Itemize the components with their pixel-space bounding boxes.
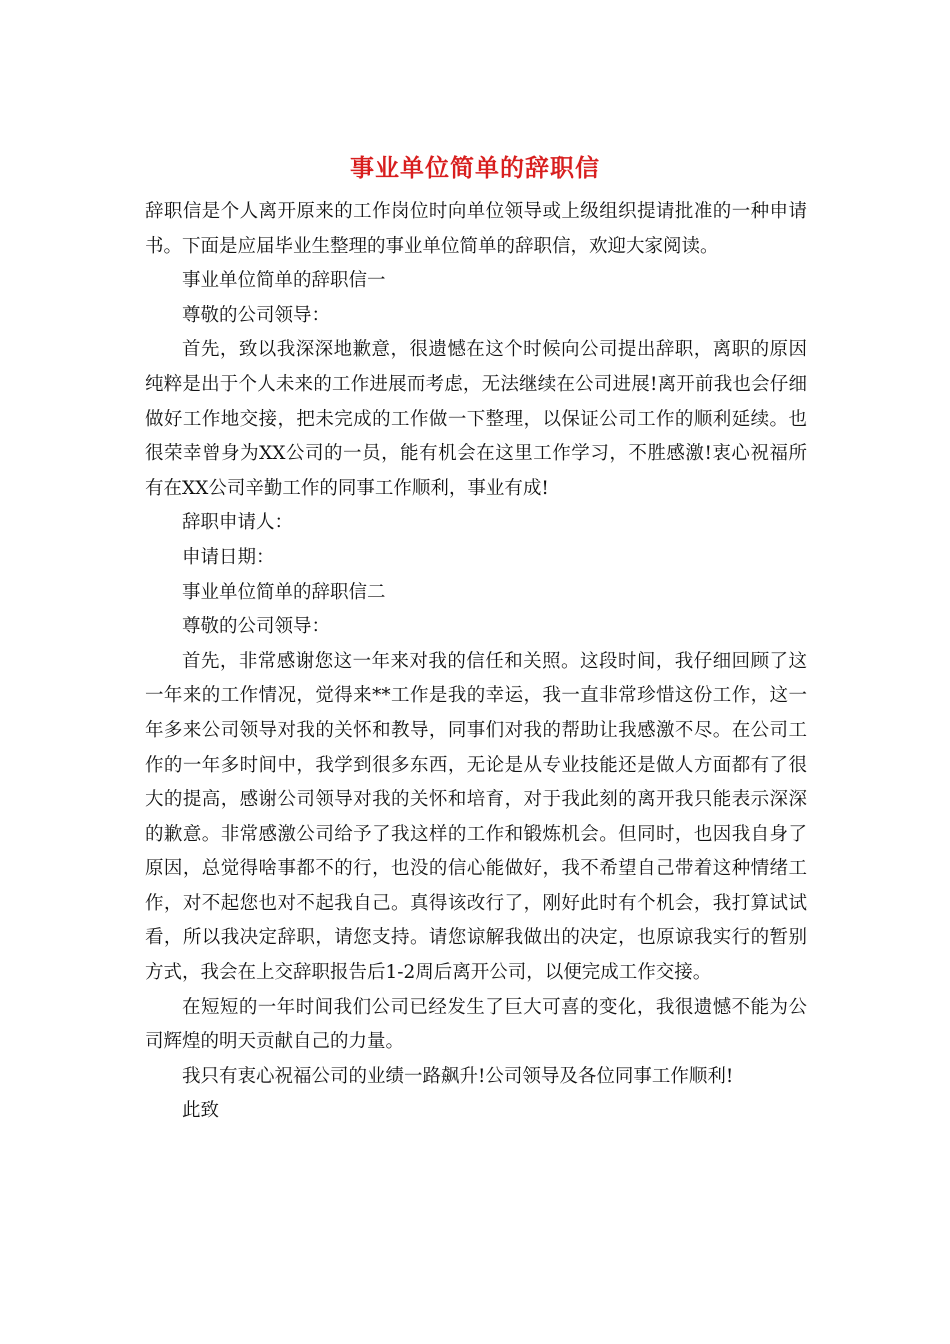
- letter-two-paragraph-2: 在短短的一年时间我们公司已经发生了巨大可喜的变化，我很遗憾不能为公司辉煌的明天贡献自己的力量。: [145, 996, 807, 1053]
- letter-two-heading: 事业单位简单的辞职信二: [182, 581, 386, 603]
- letter-two-closing: 此致: [182, 1100, 220, 1122]
- letter-two-wishes: 我只有衷心祝福公司的业绩一路飙升!公司领导及各位同事工作顺利!: [182, 1065, 734, 1087]
- letter-one-applicant: 辞职申请人：: [182, 512, 294, 534]
- letter-one-body: 首先，致以我深深地歉意，很遗憾在这个时候向公司提出辞职，离职的原因纯粹是出于个人未来的工作进展而考虑，无法继续在公司进展!离开前我也会仔细做好工作地交接，把未完成的工作做一下整理，以保证公司工作的顺利延续。也很荣幸曾身为XX公司的一员，能有机会在这里工作学习，不胜感激!衷心祝福所有在XX公司辛勤工作的同事工作顺利，事业有成!: [145, 339, 807, 499]
- letter-one-heading: 事业单位简单的辞职信一: [182, 270, 386, 292]
- letter-two-salutation: 尊敬的公司领导：: [182, 616, 331, 638]
- document-body: [145, 195, 807, 1129]
- letter-one-salutation: 尊敬的公司领导：: [182, 304, 331, 326]
- letter-two-body: 首先，非常感谢您这一年来对我的信任和关照。这段时间，我仔细回顾了这一年来的工作情况，觉得来**工作是我的幸运，我一直非常珍惜这份工作，这一年多来公司领导对我的关怀和教导，同事们对我的帮助让我感激不尽。在公司工作的一年多时间中，我学到很多东西，无论是从专业技能还是做人方面都有了很大的提高，感谢公司领导对我的关怀和培育，对于我此刻的离开我只能表示深深的歉意。非常感激公司给予了我这样的工作和锻炼机会。但同时，也因我自身了原因，总觉得啥事都不的行，也没的信心能做好，我不希望自己带着这种情绪工作，对不起您也对不起我自己。真得该改行了，刚好此时有个机会，我打算试试看，所以我决定辞职，请您支持。请您谅解我做出的决定，也原谅我实行的暂别方式，我会在上交辞职报告后1-2周后离开公司，以便完成工作交接。: [145, 650, 807, 984]
- intro-paragraph: 辞职信是个人离开原来的工作岗位时向单位领导或上级组织提请批准的一种申请书。下面是应届毕业生整理的事业单位简单的辞职信，欢迎大家阅读。: [145, 201, 807, 257]
- document-title: 事业单位简单的辞职信: [350, 153, 600, 182]
- letter-one-date: 申请日期：: [182, 546, 275, 568]
